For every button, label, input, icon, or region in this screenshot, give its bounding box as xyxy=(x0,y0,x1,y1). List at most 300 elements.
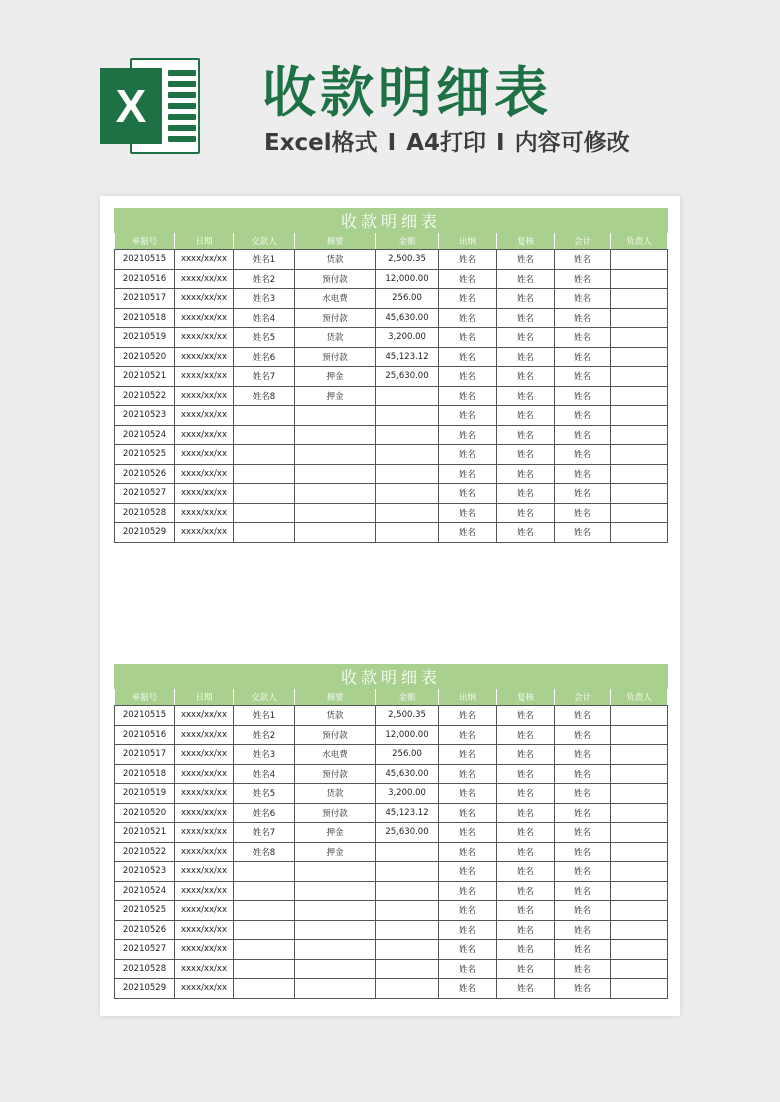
document-page xyxy=(100,196,680,1016)
table-cell: 姓名 xyxy=(555,959,611,979)
table-cell: 姓名 xyxy=(497,464,555,484)
table-cell: 姓名 xyxy=(497,503,555,523)
table-cell xyxy=(611,862,668,882)
feature-a4-print: A4打印 xyxy=(406,130,487,156)
table-cell: 姓名 xyxy=(497,425,555,445)
table-cell xyxy=(376,901,439,921)
column-header: 金额 xyxy=(376,233,439,250)
table-cell: 姓名 xyxy=(555,484,611,504)
table-cell xyxy=(611,959,668,979)
table-cell: 姓名 xyxy=(439,269,497,289)
table-cell xyxy=(376,940,439,960)
table-cell: 20210518 xyxy=(115,308,175,328)
table-cell: 姓名 xyxy=(555,803,611,823)
table-cell: 姓名 xyxy=(439,523,497,543)
table-cell: xxxx/xx/xx xyxy=(175,347,234,367)
table-cell: xxxx/xx/xx xyxy=(175,386,234,406)
table-cell: 20210528 xyxy=(115,503,175,523)
table-cell xyxy=(611,745,668,765)
table-cell: 姓名 xyxy=(555,784,611,804)
table-cell: 姓名 xyxy=(555,940,611,960)
table-cell: 12,000.00 xyxy=(376,725,439,745)
table-row xyxy=(115,406,668,426)
table-cell: 姓名 xyxy=(555,979,611,999)
table-cell: 姓名 xyxy=(439,784,497,804)
table-cell xyxy=(234,406,295,426)
table-cell xyxy=(376,920,439,940)
table-cell: 20210521 xyxy=(115,823,175,843)
table-cell: 姓名 xyxy=(555,445,611,465)
header-row xyxy=(115,233,668,250)
table-cell: 20210515 xyxy=(115,706,175,726)
table-cell xyxy=(376,464,439,484)
table-cell: 20210524 xyxy=(115,881,175,901)
table-cell: 姓名 xyxy=(555,347,611,367)
column-header: 摘要 xyxy=(295,689,376,706)
table-cell: xxxx/xx/xx xyxy=(175,425,234,445)
table-cell: 姓名 xyxy=(439,406,497,426)
table-row xyxy=(115,920,668,940)
table-cell: xxxx/xx/xx xyxy=(175,901,234,921)
table-cell: 姓名 xyxy=(497,308,555,328)
table-cell xyxy=(234,445,295,465)
table-cell: 姓名 xyxy=(439,503,497,523)
table-cell: 姓名7 xyxy=(234,367,295,387)
table-cell xyxy=(295,445,376,465)
table-cell xyxy=(295,881,376,901)
column-header: 会计 xyxy=(555,689,611,706)
table-cell: 姓名 xyxy=(439,347,497,367)
table-cell xyxy=(611,250,668,270)
table-cell: 姓名 xyxy=(439,464,497,484)
table-row xyxy=(115,745,668,765)
table-cell: 姓名 xyxy=(497,959,555,979)
column-header: 单据号 xyxy=(115,689,175,706)
table-cell: xxxx/xx/xx xyxy=(175,784,234,804)
table-cell: 姓名 xyxy=(439,445,497,465)
table-cell xyxy=(376,386,439,406)
table-cell xyxy=(611,881,668,901)
table-cell: 姓名5 xyxy=(234,784,295,804)
table-cell xyxy=(376,484,439,504)
table-cell: 姓名 xyxy=(555,289,611,309)
table-cell: 3,200.00 xyxy=(376,328,439,348)
table-cell: 20210526 xyxy=(115,920,175,940)
table-cell xyxy=(611,464,668,484)
table-cell: xxxx/xx/xx xyxy=(175,484,234,504)
table-cell xyxy=(611,920,668,940)
table-cell xyxy=(376,425,439,445)
table-cell xyxy=(376,881,439,901)
table-cell: 20210527 xyxy=(115,940,175,960)
table-cell: 姓名 xyxy=(497,920,555,940)
table-cell: 256.00 xyxy=(376,745,439,765)
column-header: 日期 xyxy=(175,689,234,706)
table-cell: xxxx/xx/xx xyxy=(175,503,234,523)
table-cell xyxy=(611,406,668,426)
table-cell: 姓名 xyxy=(555,725,611,745)
table-cell: 姓名 xyxy=(497,764,555,784)
feature-separator: I xyxy=(387,130,397,156)
table-cell xyxy=(295,862,376,882)
table-cell: 姓名 xyxy=(439,484,497,504)
table-cell: 25,630.00 xyxy=(376,823,439,843)
table-cell: 20210525 xyxy=(115,901,175,921)
table-cell xyxy=(234,920,295,940)
column-header: 负责人 xyxy=(611,233,668,250)
table-cell: 姓名1 xyxy=(234,706,295,726)
table-cell: 20210529 xyxy=(115,523,175,543)
table-cell: 姓名2 xyxy=(234,725,295,745)
table-cell: 20210521 xyxy=(115,367,175,387)
table-cell: 姓名 xyxy=(497,725,555,745)
column-header: 摘要 xyxy=(295,233,376,250)
table-cell: xxxx/xx/xx xyxy=(175,367,234,387)
excel-x-icon: X xyxy=(100,68,162,144)
table-cell: 姓名1 xyxy=(234,250,295,270)
table-cell: 姓名6 xyxy=(234,347,295,367)
table-cell xyxy=(611,784,668,804)
table-cell: xxxx/xx/xx xyxy=(175,745,234,765)
table-row xyxy=(115,706,668,726)
table-cell: 姓名 xyxy=(497,367,555,387)
table-cell: 姓名 xyxy=(497,881,555,901)
table-cell: 45,123.12 xyxy=(376,803,439,823)
table-cell xyxy=(295,406,376,426)
table-cell: 姓名 xyxy=(439,745,497,765)
table-cell: 姓名3 xyxy=(234,289,295,309)
table-cell xyxy=(376,523,439,543)
table-cell: xxxx/xx/xx xyxy=(175,979,234,999)
table-cell xyxy=(611,484,668,504)
table-cell: 20210526 xyxy=(115,464,175,484)
table-row xyxy=(115,367,668,387)
table-cell xyxy=(295,901,376,921)
table-cell xyxy=(611,367,668,387)
table-cell: 姓名 xyxy=(497,842,555,862)
table-cell: xxxx/xx/xx xyxy=(175,940,234,960)
table-cell: 姓名 xyxy=(555,745,611,765)
table-cell: xxxx/xx/xx xyxy=(175,706,234,726)
table-cell xyxy=(611,328,668,348)
column-header: 交款人 xyxy=(234,233,295,250)
table-cell xyxy=(611,842,668,862)
ledger-table xyxy=(114,208,668,543)
table-cell: 20210527 xyxy=(115,484,175,504)
table-cell: 姓名 xyxy=(439,328,497,348)
table-cell: 货款 xyxy=(295,706,376,726)
table-cell xyxy=(376,503,439,523)
table-cell: 姓名3 xyxy=(234,745,295,765)
table-cell: 姓名 xyxy=(497,784,555,804)
feature-list xyxy=(264,124,630,157)
table-cell: 20210523 xyxy=(115,862,175,882)
table-row xyxy=(115,901,668,921)
table-cell: xxxx/xx/xx xyxy=(175,842,234,862)
table-row xyxy=(115,328,668,348)
column-header: 日期 xyxy=(175,233,234,250)
table-cell: 姓名 xyxy=(497,803,555,823)
table-cell xyxy=(376,979,439,999)
table-cell: 姓名 xyxy=(439,881,497,901)
ledger-table xyxy=(114,664,668,999)
column-header: 复核 xyxy=(497,689,555,706)
table-cell: 姓名 xyxy=(555,269,611,289)
table-cell: 姓名 xyxy=(555,901,611,921)
table-cell: 20210524 xyxy=(115,425,175,445)
table-cell xyxy=(611,725,668,745)
table-cell: 姓名 xyxy=(497,289,555,309)
table-cell: 预付款 xyxy=(295,764,376,784)
table-cell xyxy=(234,940,295,960)
table-row xyxy=(115,523,668,543)
table-cell: xxxx/xx/xx xyxy=(175,464,234,484)
table-cell: 姓名 xyxy=(439,725,497,745)
table-cell: 押金 xyxy=(295,367,376,387)
column-header: 负责人 xyxy=(611,689,668,706)
table-row xyxy=(115,862,668,882)
table-cell xyxy=(295,503,376,523)
table-cell: 姓名 xyxy=(439,803,497,823)
table-cell: 预付款 xyxy=(295,725,376,745)
table-cell xyxy=(234,523,295,543)
table-row xyxy=(115,289,668,309)
table-cell: 45,630.00 xyxy=(376,308,439,328)
table-cell xyxy=(611,503,668,523)
table-cell: 姓名 xyxy=(555,523,611,543)
table-cell: 姓名 xyxy=(497,386,555,406)
table-cell xyxy=(611,979,668,999)
table-cell: xxxx/xx/xx xyxy=(175,308,234,328)
table-cell: 姓名 xyxy=(497,940,555,960)
table-cell xyxy=(611,523,668,543)
table-cell: 姓名 xyxy=(439,289,497,309)
feature-editable: 内容可修改 xyxy=(514,130,630,156)
table-cell xyxy=(295,920,376,940)
table-row xyxy=(115,347,668,367)
table-body xyxy=(115,250,668,543)
table-cell: 姓名 xyxy=(439,862,497,882)
column-header: 复核 xyxy=(497,233,555,250)
table-cell: 姓名 xyxy=(439,959,497,979)
table-cell: 姓名 xyxy=(439,823,497,843)
table-row xyxy=(115,842,668,862)
table-cell: 姓名 xyxy=(555,308,611,328)
table-cell: 20210516 xyxy=(115,269,175,289)
table-cell: xxxx/xx/xx xyxy=(175,803,234,823)
sheet-title: 收款明细表 xyxy=(115,665,668,689)
table-row xyxy=(115,269,668,289)
table-cell: 姓名 xyxy=(439,706,497,726)
table-cell: 预付款 xyxy=(295,269,376,289)
column-header: 单据号 xyxy=(115,233,175,250)
table-cell xyxy=(611,823,668,843)
table-cell: 25,630.00 xyxy=(376,367,439,387)
table-cell xyxy=(611,940,668,960)
table-cell xyxy=(611,308,668,328)
table-cell: 押金 xyxy=(295,823,376,843)
table-cell xyxy=(234,862,295,882)
table-cell: 姓名 xyxy=(497,269,555,289)
table-cell: 姓名 xyxy=(439,425,497,445)
table-cell: 水电费 xyxy=(295,289,376,309)
table-cell: xxxx/xx/xx xyxy=(175,406,234,426)
table-cell: 姓名 xyxy=(497,523,555,543)
table-cell: 姓名 xyxy=(555,367,611,387)
table-cell: xxxx/xx/xx xyxy=(175,823,234,843)
table-cell: 姓名 xyxy=(497,979,555,999)
table-row xyxy=(115,823,668,843)
table-cell xyxy=(234,425,295,445)
table-cell: 20210528 xyxy=(115,959,175,979)
table-cell: 预付款 xyxy=(295,803,376,823)
table-cell: 姓名 xyxy=(439,308,497,328)
table-cell: 姓名 xyxy=(439,940,497,960)
table-row xyxy=(115,503,668,523)
table-cell: 45,123.12 xyxy=(376,347,439,367)
table-cell: 姓名 xyxy=(555,464,611,484)
table-cell: 20210517 xyxy=(115,745,175,765)
table-cell: 货款 xyxy=(295,784,376,804)
table-row xyxy=(115,979,668,999)
column-header: 金额 xyxy=(376,689,439,706)
table-cell: 姓名4 xyxy=(234,308,295,328)
table-cell xyxy=(611,764,668,784)
table-cell: xxxx/xx/xx xyxy=(175,920,234,940)
column-header: 出纳 xyxy=(439,233,497,250)
table-cell: 20210525 xyxy=(115,445,175,465)
table-cell: 姓名8 xyxy=(234,386,295,406)
table-cell: 姓名 xyxy=(555,250,611,270)
table-cell xyxy=(611,269,668,289)
table-cell xyxy=(611,901,668,921)
table-cell: 姓名8 xyxy=(234,842,295,862)
table-cell: 姓名 xyxy=(497,406,555,426)
column-header: 会计 xyxy=(555,233,611,250)
table-cell: xxxx/xx/xx xyxy=(175,764,234,784)
table-row xyxy=(115,784,668,804)
table-cell: 姓名 xyxy=(497,250,555,270)
table-cell xyxy=(234,464,295,484)
table-row xyxy=(115,803,668,823)
table-cell: 姓名4 xyxy=(234,764,295,784)
table-cell: 姓名 xyxy=(555,406,611,426)
table-row xyxy=(115,386,668,406)
feature-excel-format: Excel格式 xyxy=(264,130,378,156)
excel-logo-icon xyxy=(100,58,200,154)
table-cell xyxy=(234,881,295,901)
table-cell: 姓名 xyxy=(497,862,555,882)
table-cell: 20210519 xyxy=(115,784,175,804)
table-cell: 姓名6 xyxy=(234,803,295,823)
column-header: 出纳 xyxy=(439,689,497,706)
table-body xyxy=(115,706,668,999)
table-cell xyxy=(376,842,439,862)
table-row xyxy=(115,308,668,328)
table-cell: 12,000.00 xyxy=(376,269,439,289)
table-cell: 姓名 xyxy=(497,484,555,504)
table-cell: 20210515 xyxy=(115,250,175,270)
table-cell: xxxx/xx/xx xyxy=(175,862,234,882)
table-cell: 姓名 xyxy=(555,862,611,882)
ledger-sheet-1 xyxy=(114,208,667,543)
table-cell xyxy=(611,803,668,823)
table-cell: 押金 xyxy=(295,842,376,862)
table-cell: 姓名 xyxy=(439,386,497,406)
feature-separator: I xyxy=(496,130,505,156)
table-cell xyxy=(376,862,439,882)
table-cell: 姓名 xyxy=(555,386,611,406)
table-row xyxy=(115,250,668,270)
table-cell xyxy=(295,484,376,504)
table-row xyxy=(115,959,668,979)
table-cell: 姓名2 xyxy=(234,269,295,289)
table-cell: 姓名 xyxy=(555,823,611,843)
table-cell: 货款 xyxy=(295,250,376,270)
table-cell: 姓名 xyxy=(497,706,555,726)
table-cell: 20210523 xyxy=(115,406,175,426)
table-cell: 姓名 xyxy=(497,901,555,921)
table-cell: 姓名 xyxy=(497,445,555,465)
table-cell: 姓名 xyxy=(497,823,555,843)
table-cell: 姓名5 xyxy=(234,328,295,348)
table-cell: xxxx/xx/xx xyxy=(175,328,234,348)
table-cell: xxxx/xx/xx xyxy=(175,959,234,979)
table-cell xyxy=(234,484,295,504)
table-cell: 姓名 xyxy=(439,764,497,784)
table-cell: xxxx/xx/xx xyxy=(175,250,234,270)
banner xyxy=(0,0,780,195)
table-cell: 姓名 xyxy=(439,920,497,940)
table-cell: 20210517 xyxy=(115,289,175,309)
table-cell: 256.00 xyxy=(376,289,439,309)
table-cell: 姓名 xyxy=(555,881,611,901)
table-row xyxy=(115,725,668,745)
table-cell xyxy=(376,445,439,465)
table-cell: 45,630.00 xyxy=(376,764,439,784)
page-title: 收款明细表 xyxy=(262,61,552,124)
sheet-title: 收款明细表 xyxy=(115,209,668,233)
table-cell xyxy=(295,523,376,543)
table-cell xyxy=(234,503,295,523)
table-cell: 货款 xyxy=(295,328,376,348)
table-cell xyxy=(234,959,295,979)
table-cell xyxy=(376,406,439,426)
table-cell: 2,500.35 xyxy=(376,706,439,726)
table-row xyxy=(115,425,668,445)
table-cell xyxy=(295,425,376,445)
table-cell: 姓名 xyxy=(439,979,497,999)
table-cell xyxy=(611,425,668,445)
table-cell xyxy=(611,445,668,465)
table-cell: 20210522 xyxy=(115,386,175,406)
table-cell: 预付款 xyxy=(295,347,376,367)
table-cell: 姓名 xyxy=(555,503,611,523)
table-cell: 20210520 xyxy=(115,347,175,367)
table-cell xyxy=(295,959,376,979)
table-cell: 姓名 xyxy=(497,347,555,367)
table-cell xyxy=(234,979,295,999)
table-row xyxy=(115,881,668,901)
table-cell: 姓名 xyxy=(555,328,611,348)
table-cell xyxy=(611,386,668,406)
table-cell xyxy=(611,706,668,726)
table-cell xyxy=(234,901,295,921)
table-cell: xxxx/xx/xx xyxy=(175,445,234,465)
table-cell: 姓名 xyxy=(497,745,555,765)
table-cell: xxxx/xx/xx xyxy=(175,881,234,901)
table-cell xyxy=(295,464,376,484)
